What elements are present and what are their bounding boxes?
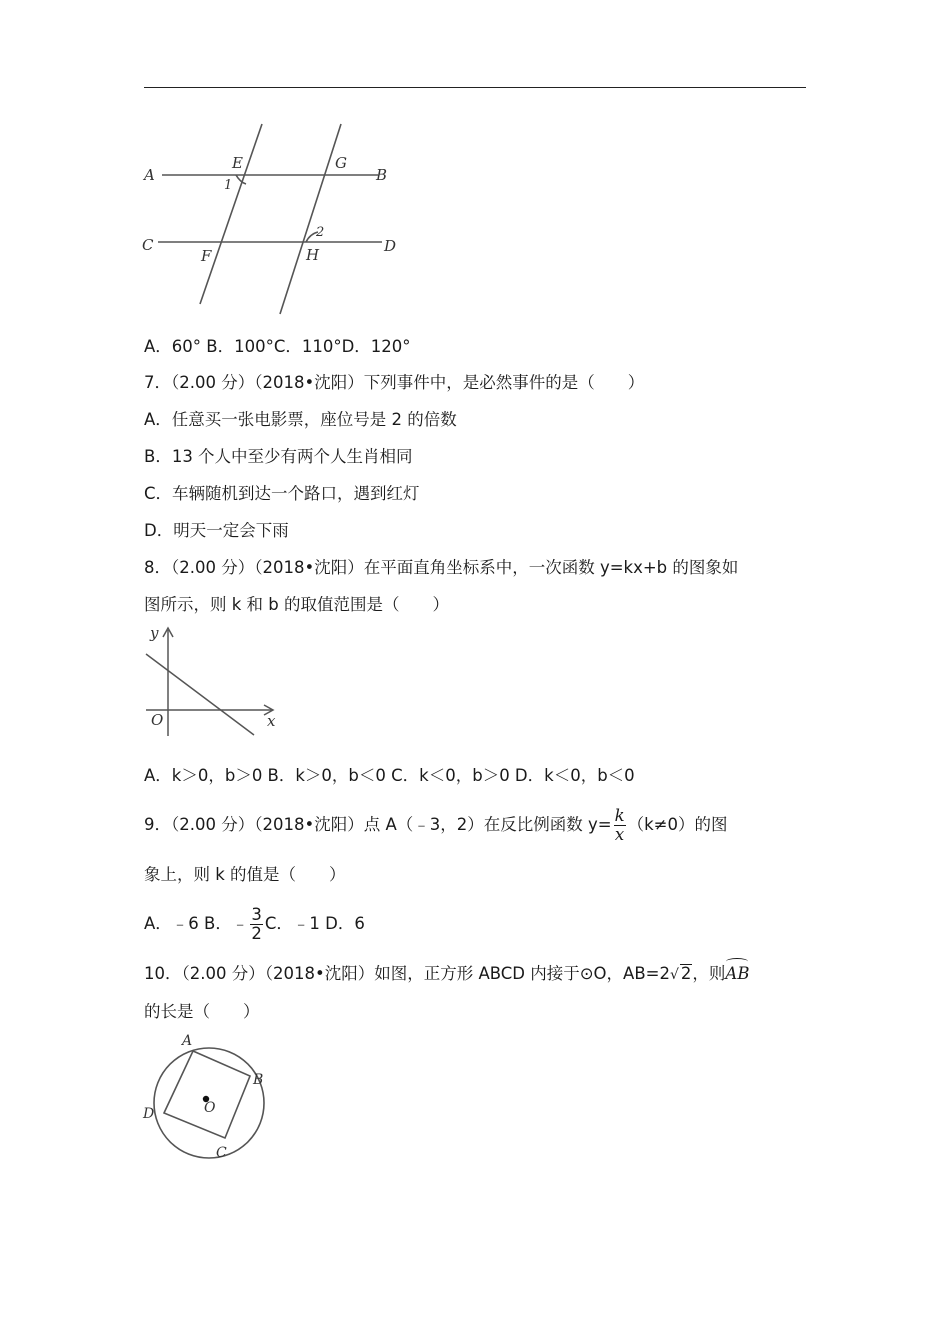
label-f: F xyxy=(201,247,212,265)
label-o: O xyxy=(204,1100,216,1116)
label-d: D xyxy=(384,237,397,255)
label-b: B xyxy=(376,166,388,184)
q9-stem xyxy=(144,805,727,845)
square-abcd xyxy=(164,1051,250,1138)
q10-stem: 10．（2.00 分）（2018•沈阳）如图，正方形 ABCD 内接于⊙O，AB=2√ 2，则AB xyxy=(144,962,749,987)
q9-option-fraction xyxy=(250,906,263,943)
transversal-ef xyxy=(200,124,262,304)
transversal-gh xyxy=(280,124,341,314)
q9-frac-den: x xyxy=(614,825,625,844)
q8-stem-line1: 8．（2.00 分）（2018•沈阳）在平面直角坐标系中，一次函数 y=kx+b 的图象如 xyxy=(144,558,739,577)
q9-frac-num: k xyxy=(614,806,625,825)
angle-2-label: 2 xyxy=(316,225,325,240)
label-c: C xyxy=(142,236,154,254)
label-c: C xyxy=(216,1145,227,1160)
q7-option-a: A．任意买一张电影票，座位号是 2 的倍数 xyxy=(144,410,457,429)
q9-stem-pre: 9．（2.00 分）（2018•沈阳）点 A（﹣3，2）在反比例函数 y= xyxy=(144,815,612,834)
label-g: G xyxy=(335,154,347,172)
q8-options: A．k＞0，b＞0 B．k＞0，b＜0 C．k＜0，b＞0 D．k＜0，b＜0 xyxy=(144,766,635,785)
angle-1-label: 1 xyxy=(224,178,233,193)
q10-stem-line2: 的长是（ ） xyxy=(144,1002,260,1021)
q6-options: A．60° B．100°C．110°D．120° xyxy=(144,337,411,356)
q9-stem-line2: 象上，则 k 的值是（ ） xyxy=(144,865,346,884)
q9-opt-rest: C．﹣1 D．6 xyxy=(264,914,365,933)
q10-sqrt-value: 2 xyxy=(680,964,692,983)
label-a: A xyxy=(182,1033,193,1049)
linear-function-graph xyxy=(140,622,290,742)
inscribed-square-figure xyxy=(140,1030,280,1160)
label-e: E xyxy=(232,154,243,172)
label-b: B xyxy=(253,1072,264,1088)
q7-option-c: C．车辆随机到达一个路口，遇到红灯 xyxy=(144,484,420,503)
q7-option-b: B．13 个人中至少有两个人生肖相同 xyxy=(144,447,413,466)
x-axis-label: x xyxy=(267,712,276,730)
q8-stem-line2: 图所示，则 k 和 b 的取值范围是（ ） xyxy=(144,595,450,614)
q9-opt-frac-num: 3 xyxy=(251,905,262,924)
q9-options xyxy=(144,904,365,944)
q9-opt-a: A．﹣6 B．﹣ xyxy=(144,914,249,933)
q7-stem: 7．（2.00 分）（2018•沈阳）下列事件中，是必然事件的是（ ） xyxy=(144,373,645,392)
label-a: A xyxy=(144,166,155,184)
q7-option-d: D．明天一定会下雨 xyxy=(144,521,289,540)
header-rule xyxy=(144,87,806,88)
q10-arc-ab: AB xyxy=(725,962,749,986)
q10-stem-mid: ，则 xyxy=(692,964,726,983)
q9-fraction-k-over-x xyxy=(614,807,626,844)
q10-stem-pre: 10．（2.00 分）（2018•沈阳）如图，正方形 ABCD 内接于⊙O，AB=2 xyxy=(144,964,670,983)
origin-label: O xyxy=(151,711,164,729)
label-h: H xyxy=(306,246,320,264)
q9-stem-post: （k≠0）的图 xyxy=(627,815,728,834)
label-d: D xyxy=(143,1106,155,1122)
q9-opt-frac-den: 2 xyxy=(251,924,262,943)
y-axis-label: y xyxy=(150,624,159,642)
parallel-lines-figure xyxy=(140,118,410,318)
